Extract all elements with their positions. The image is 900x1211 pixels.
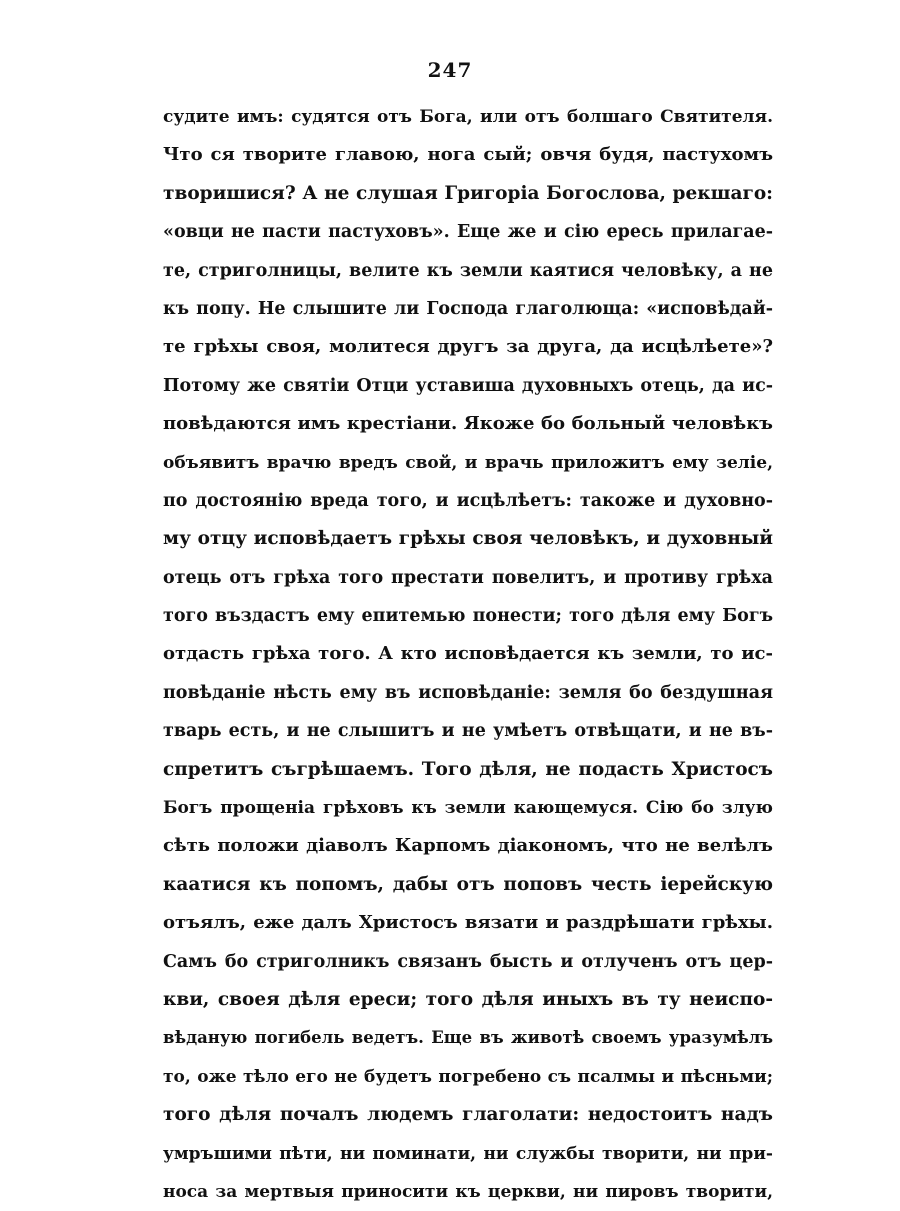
text-line: по достоянію вреда того, и исцѣлѣетъ: такоже и духовно- bbox=[163, 490, 773, 511]
text-line: каатися къ попомъ, дабы отъ поповъ честь іерейскую bbox=[163, 873, 773, 895]
text-line: отець отъ грѣха того престати повелитъ, и противу грѣха bbox=[163, 567, 773, 588]
text-line: «овци не пасти пастуховъ». Еще же и сію ересь прилагае- bbox=[163, 222, 773, 243]
text-line: отъялъ, еже далъ Христосъ вязати и раздрѣшати грѣхы. bbox=[163, 912, 773, 934]
text-line: того дѣля почалъ людемъ глаголати: недостоитъ надъ bbox=[163, 1104, 773, 1126]
text-line: умръшими пѣти, ни поминати, ни службы творити, ни при- bbox=[163, 1143, 773, 1164]
text-line: объявитъ врачю вредъ свой, и врачь приложитъ ему зеліе, bbox=[163, 452, 773, 473]
text-line: му отцу исповѣдаетъ грѣхы своя человѣкъ, и духовный bbox=[163, 528, 773, 550]
text-line: Самъ бо стриголникъ связанъ бысть и отлученъ отъ цер- bbox=[163, 951, 773, 972]
text-line: творишися? А не слушая Григоріа Богослова, рекшаго: bbox=[163, 182, 773, 204]
text-line: Потому же святіи Отци уставиша духовныхъ отець, да ис- bbox=[163, 375, 773, 396]
text-line: къ попу. Не слышите ли Господа глаголюща: «исповѣдай- bbox=[163, 298, 773, 319]
text-line: того въздастъ ему епитемью понести; того дѣля ему Богъ bbox=[163, 606, 773, 627]
text-line: вѣданую погибель ведетъ. Еще въ животѣ своемъ уразумѣлъ bbox=[163, 1028, 773, 1048]
text-line: носа за мертвыя приносити къ церкви, ни пировъ творити, bbox=[163, 1181, 773, 1202]
text-line: отдасть грѣха того. А кто исповѣдается къ земли, то ис- bbox=[163, 643, 773, 665]
text-line: тварь есть, и не слышитъ и не умѣетъ отвѣщати, и не въ- bbox=[163, 721, 773, 742]
page-number: 247 bbox=[427, 58, 473, 82]
text-line: то, оже тѣло его не будетъ погребено съ псалмы и пѣсньми; bbox=[163, 1066, 773, 1087]
body-text bbox=[163, 98, 773, 1211]
text-line: те грѣхы своя, молитеся другъ за друга, да исцѣлѣете»? bbox=[163, 336, 773, 358]
text-line: Что ся творите главою, нога сый; овчя будя, пастухомъ bbox=[163, 144, 773, 166]
text-line: сѣть положи діаволъ Карпомъ діакономъ, что не велѣлъ bbox=[163, 835, 773, 857]
text-line: повѣданіе нѣсть ему въ исповѣданіе: земля бо бездушная bbox=[163, 682, 773, 703]
text-line: те, стриголницы, велите къ земли каятися человѣку, а не bbox=[163, 260, 773, 281]
text-line: спретитъ съгрѣшаемъ. Того дѣля, не подасть Христосъ bbox=[163, 758, 773, 780]
text-line: повѣдаются имъ крестіани. Якоже бо больный человѣкъ bbox=[163, 413, 773, 435]
text-line: Богъ прощеніа грѣховъ къ земли кающемуся. Сію бо злую bbox=[163, 798, 773, 819]
text-line: судите имъ: судятся отъ Бога, или отъ болшаго Святителя. bbox=[163, 107, 773, 127]
text-line: кви, своея дѣля ереси; того дѣля иныхъ въ ту неиспо- bbox=[163, 988, 773, 1010]
